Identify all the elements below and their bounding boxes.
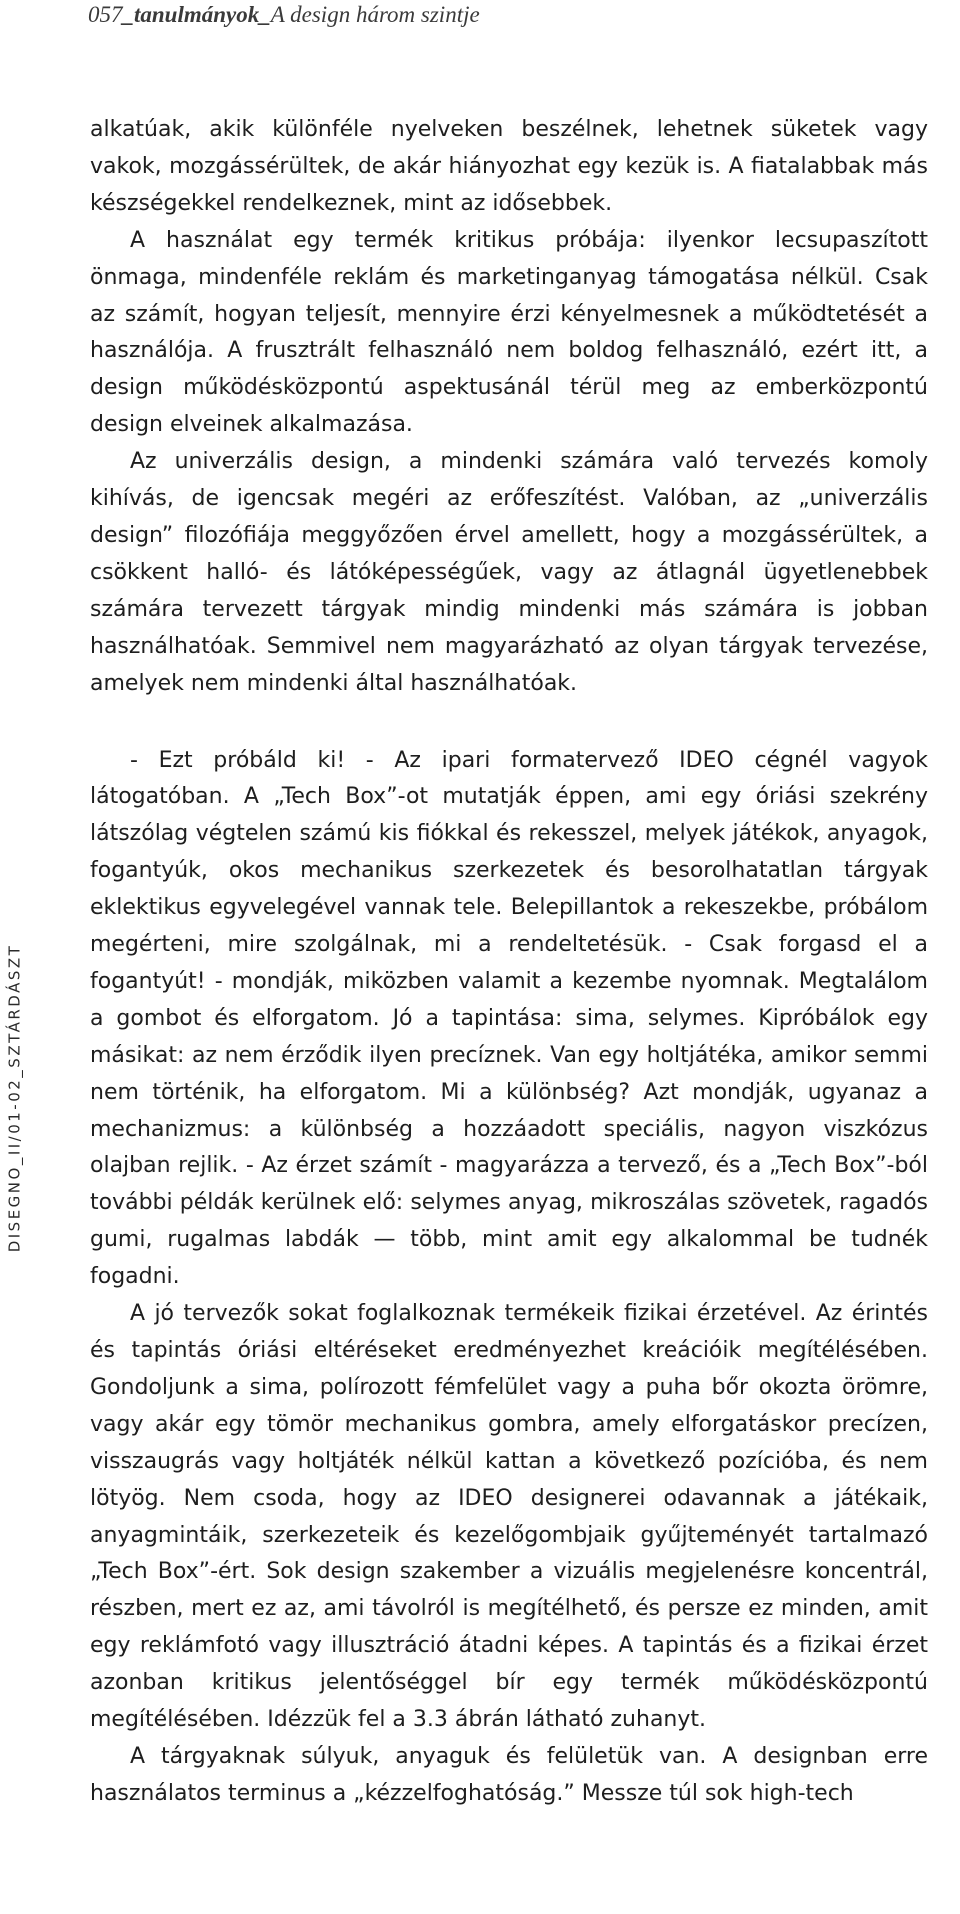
paragraph: A jó tervezők sokat foglalkoznak termékeik fizikai érzetével. Az érintés és tapintás óriási eltéréseket eredményezhet kreációik megítélésében. Gondoljunk a sima, polírozott fémfelület vagy a puha bőr okozta örömre, vagy akár egy tömör mechanikus gombra, amely elforgatáskor precízen, visszaugrás vagy holtjáték nélkül kattan a következő pozícióba, és nem lötyög. Nem csoda, hogy az IDEO designerei odavannak a játékaik, anyagmintáik, szerkezeteik és kezelőgombjaik gyűjteményét tartalmazó „Tech Box”-ért. Sok design szakember a vizuális megjelenésre koncentrál, részben, mert ez az, ami távolról is megítélhető, és persze ez minden, amit egy reklámfotó vagy illusztráció átadni képes. A tapintás és a fizikai érzet azonban kritikus jelentőséggel bír egy termék működésközpontú megítélésében. Idézzük fel a 3.3 ábrán látható zuhanyt. [90, 1301, 928, 1733]
paragraph: A használat egy termék kritikus próbája: ilyenkor lecsupaszított önmaga, mindenféle reklám és marketinganyag támogatása nélkül. Csak az számít, hogyan teljesít, mennyire érzi kényelmesnek a működtetését a használója. A frusztrált felhasználó nem boldog felhasználó, ezért itt, a design működésközpontú aspektusánál térül meg az emberközpontú design elveinek alkalmazása. [90, 227, 928, 438]
section-name: tanulmányok [134, 2, 260, 27]
paragraph: - Ezt próbáld ki! - Az ipari formatervező IDEO cégnél vagyok látogatóban. A „Tech Box”-ot mutatják éppen, ami egy óriási szekrény látszólag végtelen számú kis fiókkal és rekesszel, melyek játékok, anyagok, fogantyúk, okos mechanikus szerkezetek és besorolhatatlan tárgyak eklektikus egyvelegével vannak tele. Belepillantok a rekeszekbe, próbálom megérteni, mire szolgálnak, mi a rendeltetésük. - Csak forgasd el a fogantyút! - mondják, miközben valamit a kezembe nyomnak. Megtalálom a gombot és elforgatom. Jó a tapintása: sima, selymes. Kipróbálok egy másikat: az nem érződik ilyen precíznek. Van egy holtjátéka, amikor semmi nem történik, ha elforgatom. Mi a különbség? Azt mondják, ugyanaz a mechanizmus: a különbség a hozzáadott speciális, nagyon viszkózus olajban rejlik. - Az érzet számít - magyarázza a tervező, és a „Tech Box”-ból további példák kerülnek elő: selymes anyag, mikroszálas szövetek, ragadós gumi, rugalmas labdák — több, mint amit egy alkalommal be tudnék fogadni. [90, 747, 928, 1290]
paragraph: Az univerzális design, a mindenki számára való tervezés komoly kihívás, de igencsak megéri az erőfeszítést. Valóban, az „univerzális design” filozófiája meggyőzően érvel amellett, hogy a mozgássérültek, a csökkent halló- és látóképességűek, vagy az átlagnál ügyetlenebbek számára tervezett tárgyak mindig mindenki más számára is jobban használhatóak. Semmivel nem magyarázható az olyan tárgyak tervezése, amelyek nem mindenki által használhatóak. [90, 449, 928, 696]
sidebar-journal-label [2, 778, 26, 1418]
journal-issue-label: DISEGNO_II/01-02_SZTÁRDÁSZT [5, 943, 24, 1253]
running-header: 057_tanulmányok_A design három szintje [88, 2, 480, 27]
paragraph: A tárgyaknak súlyuk, anyaguk és felületük van. A designban erre használatos terminus a „kézzelfoghatóság.” Messze túl sok high-tech [90, 1743, 928, 1806]
page-number: 057 [88, 2, 123, 27]
article-body [90, 112, 928, 1813]
paragraph-continued: alkatúak, akik különféle nyelveken beszélnek, lehetnek süketek vagy vakok, mozgássérültek, de akár hiányozhat egy kezük is. A fiatalabbak más készségekkel rendelkeznek, mint az idősebbek. [90, 117, 928, 216]
chapter-title: A design három szintje [270, 2, 480, 27]
